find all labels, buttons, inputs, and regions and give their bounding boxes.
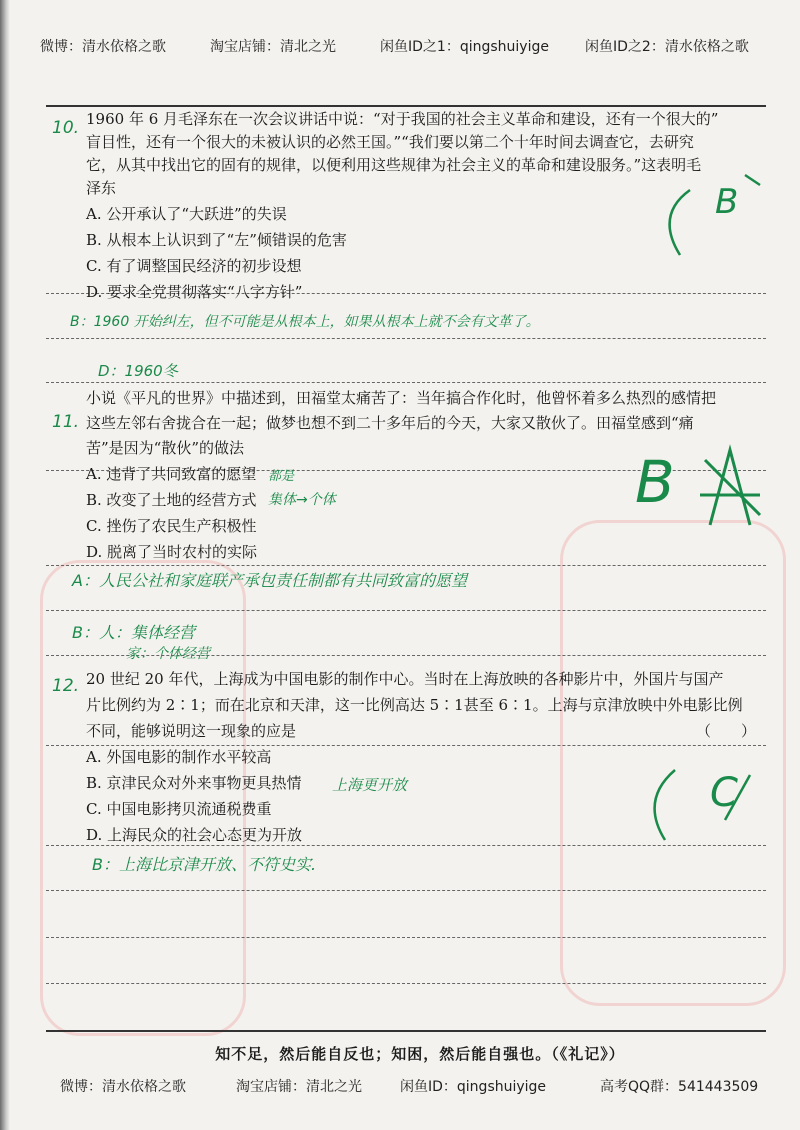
question-10-note-d: D：1960冬: [98, 362, 178, 380]
question-10-note-b: B：1960 开始纠左，但不可能是从根本上，如果从根本上就不会有文革了。: [70, 314, 540, 330]
question-12-line: 不同，能够说明这一现象的应是: [86, 722, 297, 740]
question-10-line: 1960 年 6 月毛泽东在一次会议讲话中说：“对于我国的社会主义革命和建设，还有一个很大的”: [86, 110, 719, 128]
question-12-answer-paren: （ ）: [696, 722, 757, 740]
question-11-line: 苦”是因为“散伙”的做法: [86, 439, 245, 457]
question-11-line: 这些左邻右舍拢合在一起；做梦也想不到二十多年后的今天，大家又散伙了。田福堂感到“痛: [86, 414, 694, 432]
question-11-option-d: D. 脱离了当时农村的实际: [86, 543, 258, 561]
ruled-line: [46, 382, 766, 383]
question-11-option-b: B. 改变了土地的经营方式: [86, 491, 257, 509]
ruled-line: [46, 983, 766, 984]
question-number-11: 11.: [52, 412, 80, 432]
footer-xianyu: 闲鱼ID：qingshuiyige: [400, 1079, 547, 1095]
ruled-line: [46, 610, 766, 611]
question-12-answer-bracket: [640, 760, 770, 850]
question-11-line: 小说《平凡的世界》中描述到，田福堂太痛苦了：当年搞合作化时，他曾怀着多么热烈的感情把: [86, 389, 717, 407]
question-11-answer: B: [635, 448, 675, 516]
question-12-option-c: C. 中国电影拷贝流通税费重: [86, 800, 272, 818]
question-12-answer: C: [710, 770, 738, 816]
notebook-page: [10, 0, 800, 1130]
ruled-line: [46, 937, 766, 938]
question-11-option-a-note: 都是: [268, 469, 295, 484]
question-12-option-b: B. 京津民众对外来事物更具热情: [86, 774, 302, 792]
question-10-option-b: B. 从根本上认识到了“左”倾错误的危害: [86, 231, 347, 249]
question-10-option-d: D. 要求全党贯彻落实“八字方针”: [86, 283, 303, 301]
question-10-answer-bracket: [650, 170, 770, 270]
ruled-line: [46, 338, 766, 339]
ruled-line: [46, 565, 766, 566]
question-10-option-c: C. 有了调整国民经济的初步设想: [86, 257, 302, 275]
header-weibo: 微博：清水依格之歌: [40, 39, 166, 55]
question-11-option-b-note: 集体→个体: [268, 492, 336, 508]
question-number-10: 10.: [52, 118, 80, 138]
question-12-option-a: A. 外国电影的制作水平较高: [86, 748, 272, 766]
footer-qq: 高考QQ群：541443509: [600, 1079, 759, 1095]
header-xianyu-1: 闲鱼ID之1：qingshuiyige: [380, 39, 549, 55]
question-10-answer: B: [715, 182, 739, 222]
question-10-line: 它，从其中找出它的固有的规律，以便利用这些规律为社会主义的革命和建设服务。”这表明毛: [86, 156, 702, 174]
question-11-note-b-2: 家：个体经营: [126, 646, 210, 662]
question-10-option-a: A. 公开承认了“大跃进”的失误: [86, 205, 287, 223]
classical-motto: 知不足，然后能自反也；知困，然后能自强也。（《礼记》）: [215, 1045, 625, 1063]
book-spine-shadow: [0, 0, 10, 1130]
question-11-crossed-letter: [690, 440, 770, 530]
question-12-option-b-note: 上海更开放: [332, 776, 408, 794]
question-10-line: 泽东: [86, 179, 117, 197]
question-12-note-b: B：上海比京津开放、不符史实.: [92, 855, 317, 874]
question-11-note-b: B：人：集体经营: [72, 623, 195, 642]
header-xianyu-2: 闲鱼ID之2：清水依格之歌: [585, 39, 749, 55]
question-11-option-c: C. 挫伤了农民生产积极性: [86, 517, 257, 535]
bottom-rule: [46, 1030, 766, 1032]
question-12-line: 片比例约为 2∶1；而在北京和天津，这一比例高达 5∶1甚至 6∶1。上海与京津放映中外电影比例: [86, 696, 743, 714]
question-11-note-a: A：人民公社和家庭联产承包责任制都有共同致富的愿望: [72, 571, 467, 590]
question-12-line: 20 世纪 20 年代，上海成为中国电影的制作中心。当时在上海放映的各种影片中，外国片与国产: [86, 670, 724, 688]
footer-weibo: 微博：清水依格之歌: [60, 1079, 186, 1095]
question-11-option-a: A. 违背了共同致富的愿望: [86, 465, 257, 483]
question-10-line: 盲目性，还有一个很大的未被认识的必然王国。”“我们要以第二个十年时间去调查它，去研究: [86, 133, 694, 151]
ruled-line: [46, 890, 766, 891]
top-rule: [46, 105, 766, 107]
header-taobao: 淘宝店铺：清北之光: [210, 39, 336, 55]
question-number-12: 12.: [52, 676, 80, 696]
footer-taobao: 淘宝店铺：清北之光: [236, 1079, 362, 1095]
question-12-option-d: D. 上海民众的社会心态更为开放: [86, 826, 303, 844]
